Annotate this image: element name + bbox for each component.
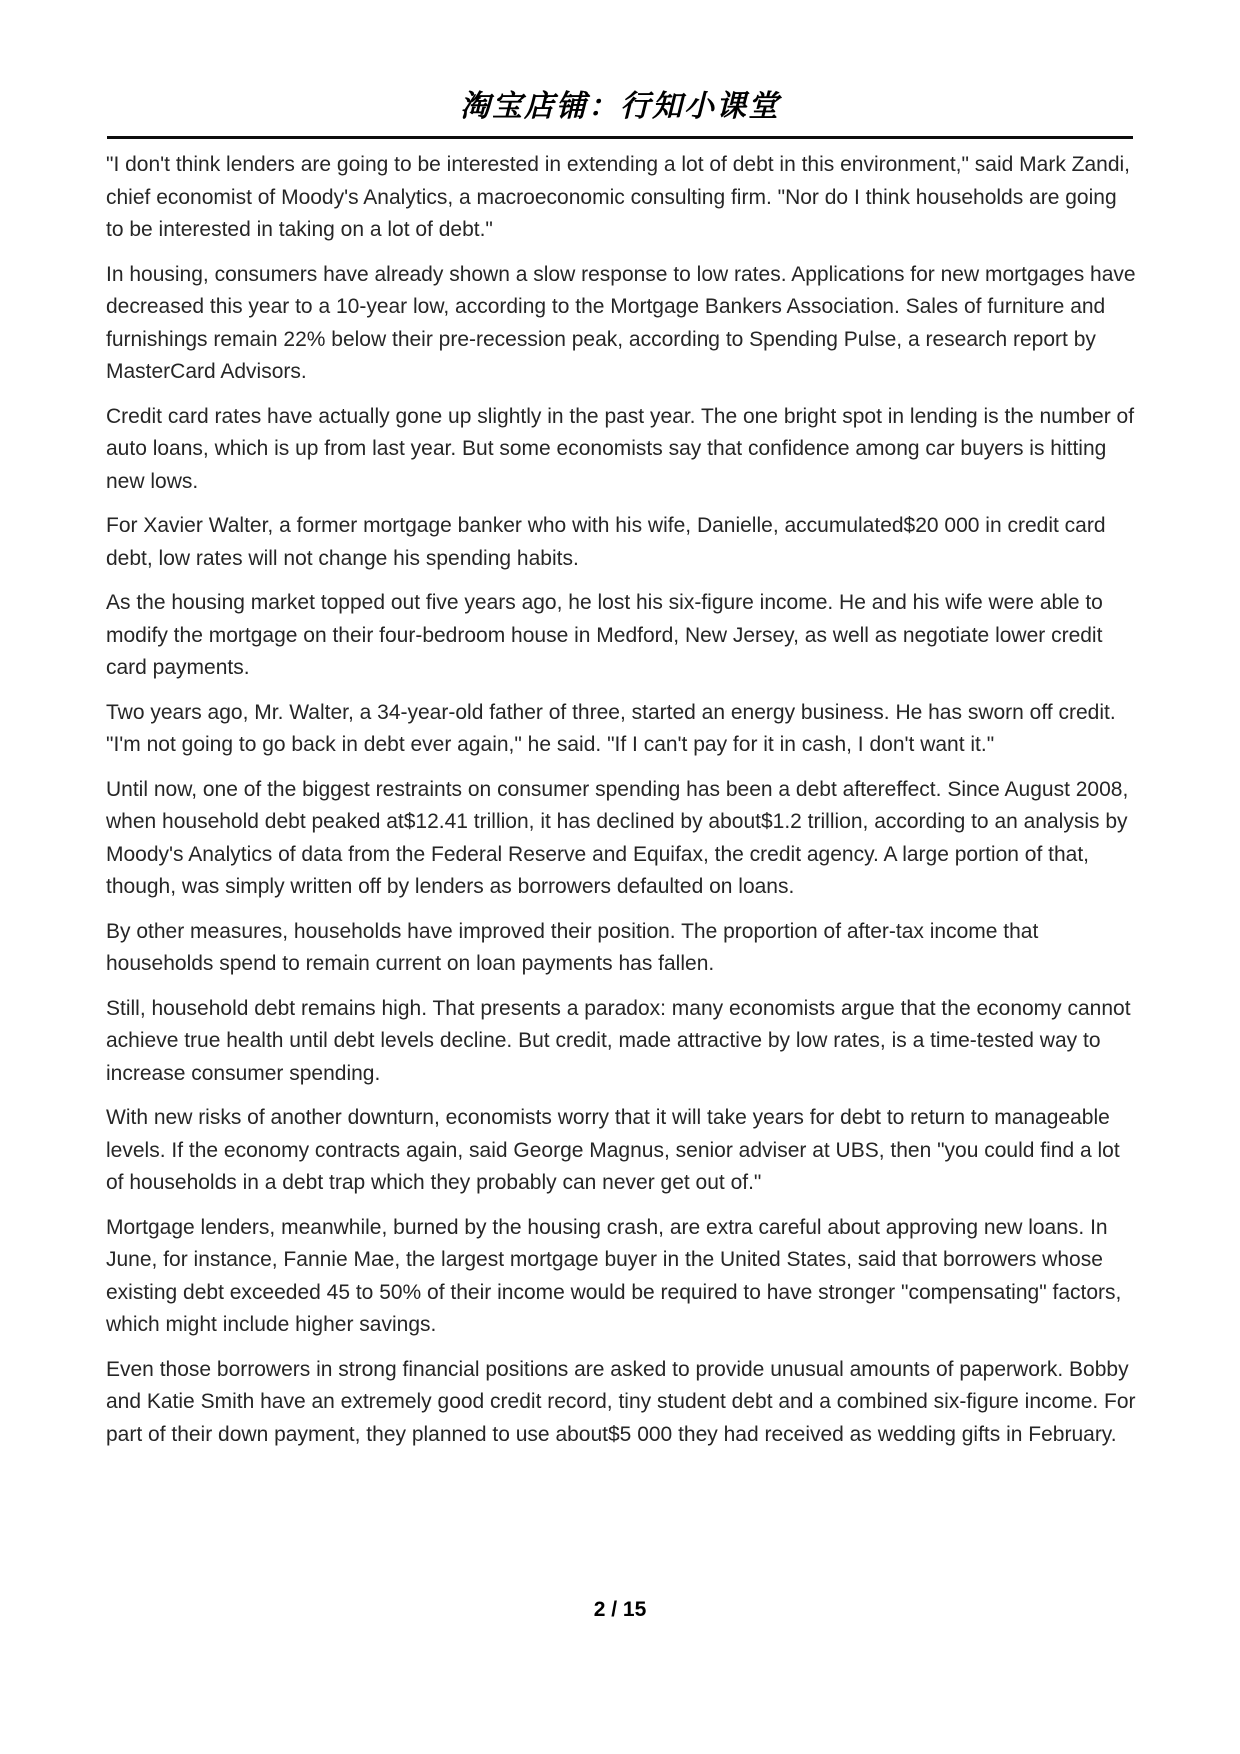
paragraph: "I don't think lenders are going to be interested in extending a lot of debt in this environment," said Mark Zandi, chief economist of Moody's Analytics, a macroeconomic consulting firm. "Nor do I think households are going to be interested in taking on a lot of debt." <box>106 153 1131 241</box>
paragraph: Mortgage lenders, meanwhile, burned by the housing crash, are extra careful about approving new loans. In June, for instance, Fannie Mae, the largest mortgage buyer in the United States, said that borrowers whose existing debt exceeded 45 to 50% of their income would be required to have stronger "compensating" factors, which might include higher savings. <box>106 1215 1122 1336</box>
paragraph: By other measures, households have improved their position. The proportion of after-tax income that households spend to remain current on loan payments has fallen. <box>106 919 1039 975</box>
page-header <box>0 0 1240 139</box>
paragraph: For Xavier Walter, a former mortgage banker who with his wife, Danielle, accumulated$20 000 in credit card debt, low rates will not change his spending habits. <box>106 514 1106 570</box>
page-header-title: 淘宝店铺：行知小课堂 <box>460 90 780 123</box>
paragraph: Still, household debt remains high. That presents a paradox: many economists argue that the economy cannot achieve true health until debt levels decline. But credit, made attractive by low rates, is a time-tested way to increase consumer spending. <box>106 996 1131 1085</box>
document-body <box>106 149 1136 1451</box>
paragraph: With new risks of another downturn, economists worry that it will take years for debt to return to manageable levels. If the economy contracts again, said George Magnus, senior adviser at UBS, then "you could find a lot of households in a debt trap which they probably can never get out of." <box>106 1106 1120 1194</box>
page-footer <box>0 1598 1240 1622</box>
paragraph: Until now, one of the biggest restraints on consumer spending has been a debt aftereffect. Since August 2008, when household debt peaked at$12.41 trillion, it has declined by about$1.2 trillion, according to an analysis by Moody's Analytics of data from the Federal Reserve and Equifax, the credit agency. A large portion of that, though, was simply written off by lenders as borrowers defaulted on loans. <box>106 777 1129 898</box>
page-number: 2 / 15 <box>593 1598 647 1621</box>
header-divider <box>107 136 1133 139</box>
paragraph: Even those borrowers in strong financial positions are asked to provide unusual amounts of paperwork. Bobby and Katie Smith have an extremely good credit record, tiny student debt and a combined six-figure income. For part of their down payment, they planned to use about$5 000 they had received as wedding gifts in February. <box>106 1357 1136 1446</box>
paragraph: In housing, consumers have already shown a slow response to low rates. Applications for new mortgages have decreased this year to a 10-year low, according to the Mortgage Bankers Association. Sales of furniture and furnishings remain 22% below their pre-recession peak, according to Spending Pulse, a research report by MasterCard Advisors. <box>106 262 1136 383</box>
paragraph: As the housing market topped out five years ago, he lost his six-figure income. He and his wife were able to modify the mortgage on their four-bedroom house in Medford, New Jersey, as well as negotiate lower credit card payments. <box>106 591 1103 679</box>
paragraph: Credit card rates have actually gone up slightly in the past year. The one bright spot in lending is the number of auto loans, which is up from last year. But some economists say that confidence among car buyers is hitting new lows. <box>106 404 1135 493</box>
paragraph: Two years ago, Mr. Walter, a 34-year-old father of three, started an energy business. He has sworn off credit. "I'm not going to go back in debt ever again," he said. "If I can't pay for it in cash, I don't want it." <box>106 700 1116 756</box>
